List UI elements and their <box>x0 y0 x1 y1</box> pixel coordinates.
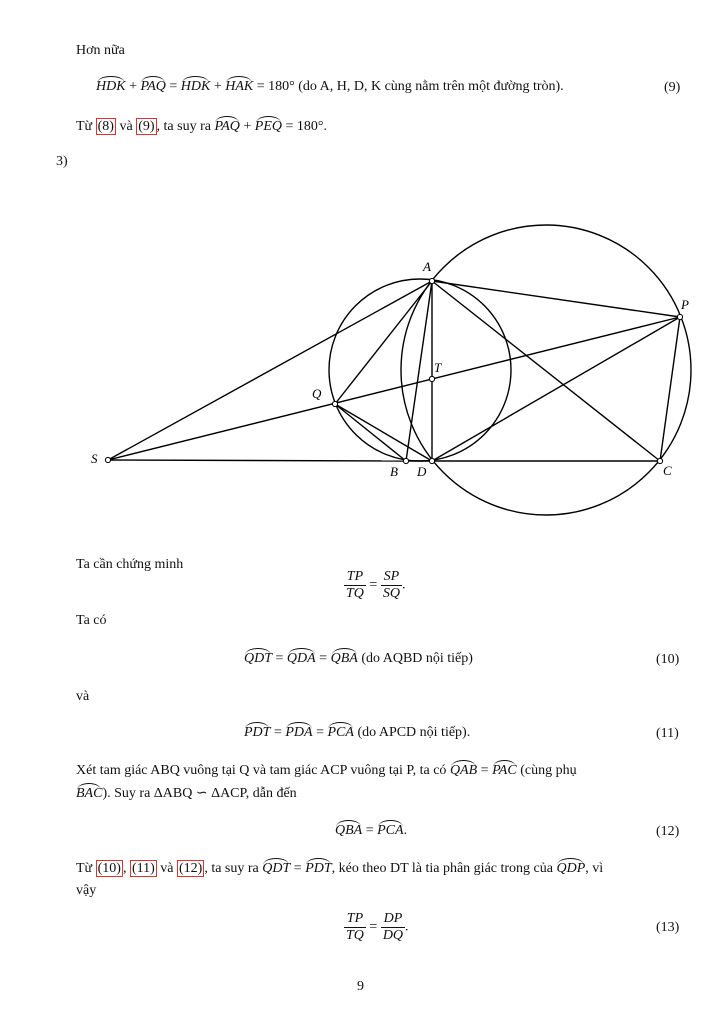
angle-pdt: PDT <box>244 725 271 740</box>
label-a: A <box>423 259 431 274</box>
eq9-note: (do A, H, D, K cùng nằm trên một đường tròn). <box>298 79 564 94</box>
frac2-rnum: DP <box>381 911 405 928</box>
page-number: 9 <box>357 979 364 994</box>
label-d: D <box>417 464 427 479</box>
eq10-note: (do AQBD nội tiếp) <box>361 651 473 666</box>
ref-8-link[interactable]: (8) <box>97 119 114 134</box>
para-part-a: Xét tam giác ABQ vuông tại Q và tam giác ACP vuông tại P, ta có <box>76 763 447 778</box>
angle-paq-2: PAQ <box>214 119 240 134</box>
ref-12-link[interactable]: (12) <box>179 861 203 876</box>
need-to-prove-text: Ta cần chứng minh <box>76 557 184 572</box>
conclusion-value: = 180°. <box>285 119 327 134</box>
label-t: T <box>434 360 442 375</box>
ref-10-link[interactable]: (10) <box>97 861 121 876</box>
intro-text: Hơn nữa <box>76 43 125 58</box>
conclusion-suy-ra: , ta suy ra <box>156 119 211 134</box>
angle-pac: PAC <box>492 763 517 778</box>
frac1-rnum: SP <box>381 569 402 586</box>
equation-13: $\frac{TP}{TQ}$ = $\frac{DP}{DQ}$ . <box>346 911 409 943</box>
eq11-note: (do APCD nội tiếp). <box>357 725 471 740</box>
angle-hdk-2: HDK <box>180 79 211 94</box>
point-a <box>429 278 434 283</box>
circle-apcd <box>401 225 691 515</box>
angle-pca-2: PCA <box>377 823 404 838</box>
line-a-p <box>432 281 680 317</box>
line-d-p <box>432 317 680 461</box>
label-c: C <box>663 463 672 478</box>
angle-qdt: QDT <box>244 651 273 666</box>
paragraph-line-2 <box>76 785 297 802</box>
equation-10: QDT = QDA = QBA (do AQBD nội tiếp) <box>244 651 473 666</box>
equation-number-13: (13) <box>656 920 680 935</box>
equation-11: PDT = PDA = PCA (do APCD nội tiếp). <box>244 725 471 740</box>
circle-aqbd <box>329 279 511 461</box>
derivation-keo-theo: , kéo theo DT là tia phân giác trong của <box>331 861 553 876</box>
angle-pda: PDA <box>285 725 313 740</box>
angle-pca: PCA <box>327 725 354 740</box>
angle-qba: QBA <box>330 651 358 666</box>
line-q-d <box>335 404 432 461</box>
derivation-prefix: Từ <box>76 861 93 876</box>
point-t <box>429 376 434 381</box>
label-s: S <box>91 451 98 466</box>
derivation-suy-ra: , ta suy ra <box>204 861 259 876</box>
angle-hdk: HDK <box>96 79 126 94</box>
fraction-2-left <box>344 911 366 944</box>
and-text: và <box>76 689 90 704</box>
geometry-figure <box>0 210 725 530</box>
frac2-num: TP <box>344 911 366 928</box>
conclusion-line: Từ (8) và (9) , ta suy ra PAQ + PEQ = 180°. <box>76 119 327 134</box>
line-s-b <box>108 460 406 461</box>
fraction-1-left <box>344 569 366 602</box>
eq9-value: = 180° <box>256 79 295 94</box>
derivation-vi: , vì <box>585 861 604 876</box>
ta-co-text: Ta có <box>76 613 107 628</box>
equation-number-10: (10) <box>656 652 680 667</box>
point-c <box>657 458 662 463</box>
point-p <box>677 314 682 319</box>
frac1-den: TQ <box>346 586 364 601</box>
point-b <box>403 458 408 463</box>
item-number-3: 3) <box>56 154 68 169</box>
label-b: B <box>390 464 398 479</box>
angle-hak: HAK <box>225 79 254 94</box>
label-q: Q <box>312 386 322 401</box>
derivation-line: Từ (10) , (11) và (12) , ta suy ra QDT = PDT, kéo theo DT là tia phân giác trong của QDP, vì <box>76 861 604 876</box>
para-part-b: (cùng phụ <box>520 763 577 778</box>
equation-12: QBA = PCA. <box>335 823 408 838</box>
equation-number-9: (9) <box>664 80 681 95</box>
frac1-num: TP <box>344 569 366 586</box>
angle-qba-2: QBA <box>335 823 363 838</box>
equation-number-11: (11) <box>656 726 679 741</box>
fraction-2-right <box>381 911 405 944</box>
frac2-rden: DQ <box>382 928 404 943</box>
angle-qda: QDA <box>286 651 316 666</box>
point-d <box>429 458 434 463</box>
frac2-den: TQ <box>346 928 364 943</box>
angle-peq: PEQ <box>254 119 282 134</box>
paragraph-line-1: Xét tam giác ABQ vuông tại Q và tam giác ACP vuông tại P, ta có QAB = PAC (cùng phụ <box>76 763 577 778</box>
ref-11-link[interactable]: (11) <box>131 861 155 876</box>
angle-qab: QAB <box>449 763 478 778</box>
angle-pdt-2: PDT <box>305 861 332 876</box>
equation-9: HDK + PAQ = HDK + HAK = 180° (do A, H, D, K cùng nằm trên một đường tròn). <box>96 79 564 94</box>
angle-bac: BAC <box>76 786 103 801</box>
label-p: P <box>681 297 689 312</box>
frac1-rden: SQ <box>382 586 400 601</box>
conclusion-prefix: Từ <box>76 119 93 134</box>
equation-number-12: (12) <box>656 824 680 839</box>
ref-9-link[interactable]: (9) <box>138 119 155 134</box>
angle-qdp: QDP <box>556 861 586 876</box>
fraction-1: $\frac{TP}{TQ}$ = $\frac{SP}{SQ}$ . <box>346 569 406 601</box>
fraction-1-right <box>381 569 402 602</box>
vay-text: vậy <box>76 883 97 898</box>
para-line2-text: ). Suy ra ΔABQ ∽ ΔACP, dẫn đến <box>102 786 297 801</box>
point-s <box>105 457 110 462</box>
angle-paq: PAQ <box>140 79 166 94</box>
conclusion-and: và <box>119 119 133 134</box>
line-p-c <box>660 317 680 461</box>
point-q <box>332 401 337 406</box>
line-q-b <box>335 404 406 461</box>
derivation-and: và <box>160 861 174 876</box>
angle-qdt-2: QDT <box>262 861 291 876</box>
